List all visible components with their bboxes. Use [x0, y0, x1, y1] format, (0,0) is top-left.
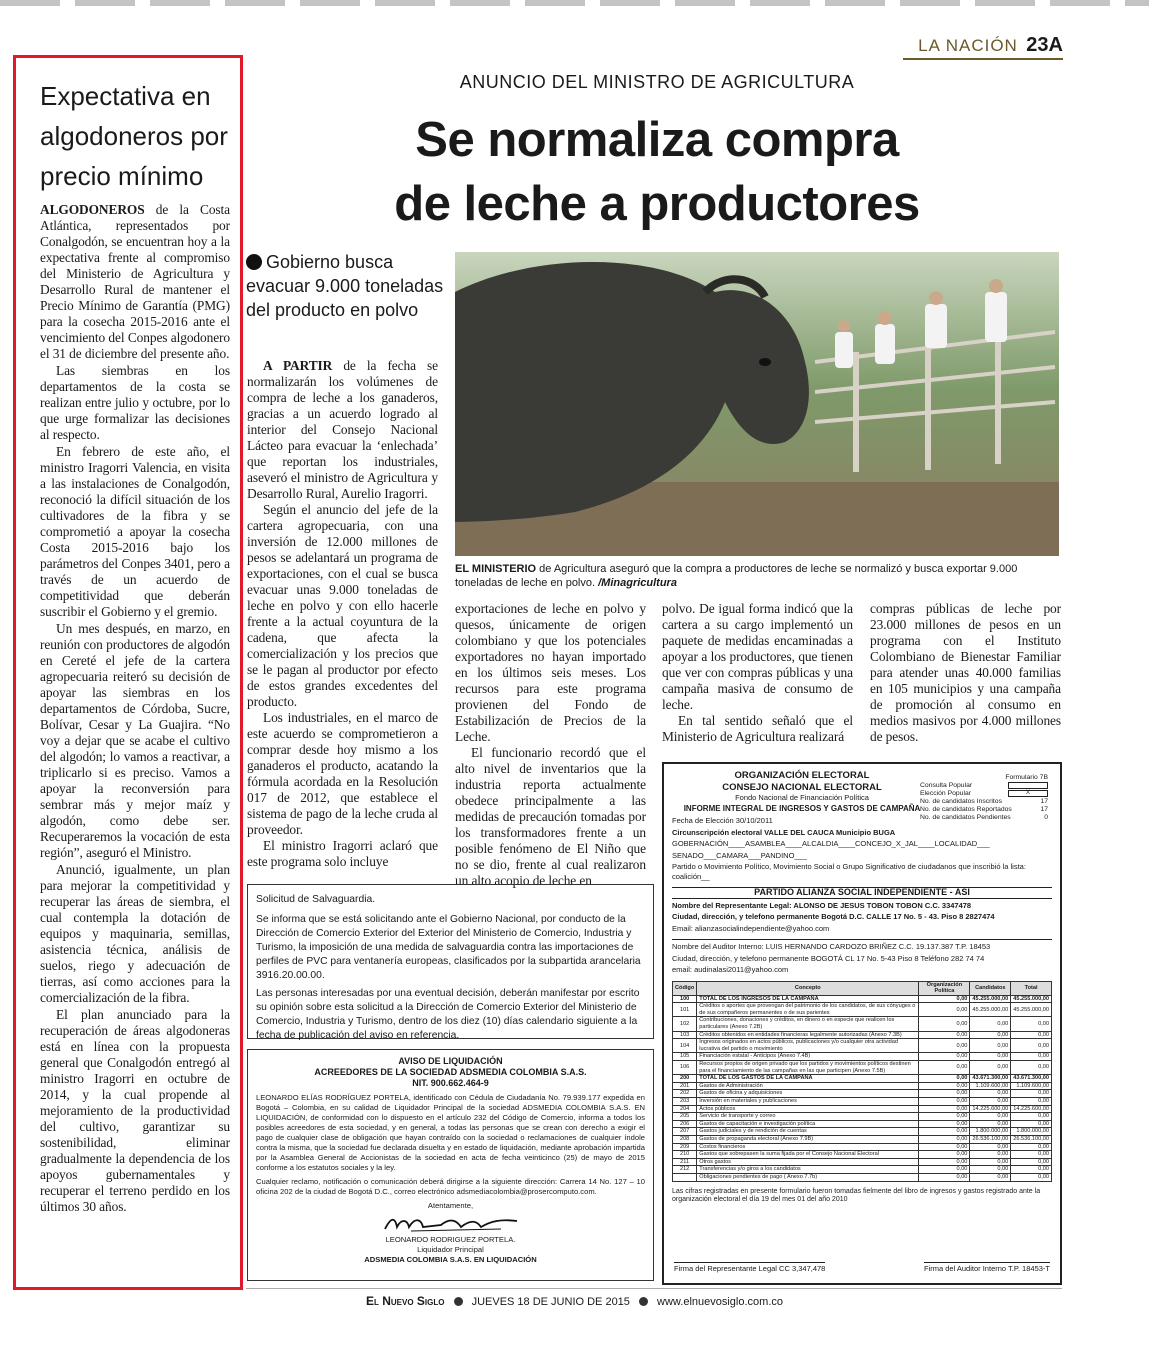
table-row	[673, 1017, 1052, 1031]
table-cell: 0,00	[970, 1120, 1011, 1128]
article-headline	[252, 108, 1062, 236]
table-cell: 1.109.600,00	[970, 1082, 1011, 1090]
table-cell: 0,00	[970, 1166, 1011, 1174]
table-cell: Créditos o aportes que provengan del patrimonio de los candidatos, de sus cónyuges o de sus compañeros permanentes o de sus parientes	[697, 1003, 919, 1017]
table-cell: 0,00	[919, 1039, 970, 1053]
table-row	[673, 1128, 1052, 1136]
table-cell: 200	[673, 1075, 697, 1083]
table-cell: 0,00	[1011, 1053, 1052, 1061]
footer-url: www.elnuevosiglo.com.co	[657, 1296, 783, 1308]
table-cell: 0,00	[1011, 1017, 1052, 1031]
liquidation-body: LEONARDO ELÍAS RODRÍGUEZ PORTELA, identificado con Cédula de Ciudadanía No. 79.939.177 expedida en Bogotá – Colombia, en su calidad de Liquidador Principal de la sociedad ADSMEDIA COLOMBIA S.A.S. EN LIQUIDACIÓN, de conformidad con lo dispuesto en el artículo 232 del Código de Comercio, informa a todos los posibles acreedores de esta sociedad, y en general, a todas las personas que se crean con derecho a exigir el pago de cualquier clase de obligación que hayan contraído con la sociedad o reclamaciones de cualquier índole contra la misma, que la sociedad fue declarada disuelta y en estado de liquidación, mediante aprobación impartida por la Asamblea General de Accionistas de la sociedad en acta de fecha veinticinco (25) de mayo de 2015 conforme a los estatutos sociales y la ley.	[256, 1093, 645, 1172]
table-cell: TOTAL DE LOS GASTOS DE LA CAMPAÑA	[697, 1075, 919, 1083]
table-header-row	[673, 981, 1052, 995]
table-row	[673, 1120, 1052, 1128]
form-subtitle: INFORME INTEGRAL DE INGRESOS Y GASTOS DE CAMPAÑA	[683, 803, 921, 813]
table-cell: 0,00	[1011, 1120, 1052, 1128]
form-field: Nombre del Representante Legal: ALONSO DE JESUS TOBON TOBON C.C. 3347478	[672, 900, 972, 910]
table-row	[673, 1053, 1052, 1061]
table-row	[673, 1158, 1052, 1166]
checkbox	[1008, 782, 1048, 789]
signature-image	[381, 1213, 521, 1235]
section-name: LA NACIÓN	[918, 36, 1018, 55]
table-cell: 0,00	[919, 1120, 970, 1128]
table-cell: 0,00	[919, 1053, 970, 1061]
table-cell: 212	[673, 1166, 697, 1174]
table-cell: 0,00	[1011, 1090, 1052, 1098]
notice-title: Solicitud de Salvaguardia.	[256, 894, 376, 905]
table-cell: 43.671.300,00	[970, 1075, 1011, 1083]
sidebar-paragraph: En febrero de este año, el ministro Iragorri Valencia, en visita a las instalaciones de Conalgodón, reconoció la difícil situación de los cultivadores de la fibra y se comprometió a apoyar la cosecha Costa 2015-2016 bajo los parámetros del Conpes 3401, pero a través de un acuerdo de competitividad que deberán suscribir el Gobierno y el gremio.	[40, 444, 230, 619]
form-title: CONSEJO NACIONAL ELECTORAL	[722, 781, 882, 793]
table-cell: 0,00	[1011, 1039, 1052, 1053]
table-row	[673, 1031, 1052, 1039]
table-row	[673, 1143, 1052, 1151]
table-cell: Gastos judiciales y de rendición de cuentas	[697, 1128, 919, 1136]
table-cell: 0,00	[970, 1143, 1011, 1151]
article-paragraph: En tal sentido señaló que el Ministerio de Agricultura realizará	[662, 713, 853, 744]
table-cell: 0,00	[919, 1003, 970, 1017]
table-cell: 0,00	[919, 1075, 970, 1083]
table-cell: 0,00	[1011, 1173, 1052, 1181]
liquidation-nit: NIT. 900.662.464-9	[412, 1078, 489, 1088]
column-header: Organización Política	[919, 981, 970, 995]
notice-paragraph: Se informa que se está solicitando ante el Gobierno Nacional, por conducto de la Dirección de Comercio Exterior del Exterior del Ministerio de Comercio, Industria y Turismo, la imposición de una medida de salvaguardia contra las importaciones de perfiles de PVC para ventanería europeas, clasificados por la subpartida arancelaria 3916.20.00.00.	[256, 914, 641, 981]
table-cell: 0,00	[919, 1017, 970, 1031]
article-paragraph: A PARTIR de la fecha se normalizarán los volúmenes de compra de leche a los ganaderos, gracias a un acuerdo logrado al interior del Consejo Nacional Lácteo para evacuar la ‘enlechada’ que reportan los industriales, aseveró el ministro de Agricultura y Desarrollo Rural, Aurelio Iragorri.	[247, 358, 438, 501]
table-cell: 0,00	[970, 1017, 1011, 1031]
table-cell: 0,00	[1011, 1113, 1052, 1121]
liquidation-title: AVISO DE LIQUIDACIÓN	[398, 1056, 503, 1066]
table-cell	[673, 1173, 697, 1181]
article-column	[247, 358, 438, 870]
sidebar-lead-word: ALGODONEROS	[40, 202, 145, 217]
form-signatures	[674, 1262, 1050, 1274]
photo-caption: EL MINISTERIO de Agricultura aseguró que la compra a productores de leche se normalizó y busca exportar 9.000 toneladas de leche en polvo. /Minagricultura	[455, 563, 1018, 589]
article-paragraph: exportaciones de leche en polvo y quesos, únicamente de origen colombiano y que los potenciales exportadores no hayan importado en los últimos seis meses. Los recursos para este programa provienen del Fondo de Estabilización de Precios de la Leche.	[455, 601, 646, 744]
table-cell: 1.800.000,00	[1011, 1128, 1052, 1136]
table-cell: Recursos propios de origen privado que los partidos y movimientos políticos destinen para el financiamiento de las campañas en las que participen (Anexo 7.5B)	[697, 1061, 919, 1075]
table-cell: 0,00	[970, 1053, 1011, 1061]
table-cell: 0,00	[970, 1151, 1011, 1159]
article-paragraph: Los industriales, en el marco de este acuerdo se comprometieron a comprar desde hoy mismo a los ganaderos el producto, acatando la fórmula acordada en la Resolución 017 de 2012, que establece el sistema de pago de la leche cruda al proveedor.	[247, 710, 438, 837]
table-cell: TOTAL DE LOS INGRESOS DE LA CAMPAÑA	[697, 995, 919, 1003]
article-column	[870, 601, 1061, 745]
table-cell: 0,00	[970, 1098, 1011, 1106]
table-cell: Actos públicos	[697, 1105, 919, 1113]
form-field: email: audinalasi2011@yahoo.com	[672, 965, 789, 974]
table-cell: 0,00	[1011, 1143, 1052, 1151]
form-meta: Formulario 7B Consulta Popular Elección Popular X No. de candidatos Inscritos 17 No. de candidatos Reportados 17 No. de candidatos Pendientes 0	[920, 774, 1048, 821]
finance-table	[672, 981, 1052, 1182]
column-header: Total	[1011, 981, 1052, 995]
table-cell: 209	[673, 1143, 697, 1151]
liquidation-body: Cualquier reclamo, notificación o comunicación deberá dirigirse a la siguiente dirección: Carrera 14 No. 127 – 10 oficina 202 de la ciudad de Bogotá D.C., correo electrónico adsmediacolombia@prosercomputo.com.	[256, 1177, 645, 1196]
article-lead: Gobierno busca evacuar 9.000 toneladas del producto en polvo	[246, 252, 444, 320]
article-paragraph: Según el anuncio del jefe de la cartera agropecuaria, con una inversión de 12.000 millones de pesos se adelantará un programa de exportaciones, con el cual se busca evacuar unas 9.000 toneladas de leche en polvo y con ello hacerle frente a la actual coyuntura de la cadena, que afecta la comercialización y los precios que se le pagan al productor por efecto de estos grandes excedentes del producto.	[247, 502, 438, 709]
article-paragraph: compras públicas de leche por 23.000 millones de pesos en un programa con el Instituto Colombiano de Bienestar Familiar para atender unas 40.000 familias en 105 municipios y una campaña de promoción al consumo en medios masivos por 4.000 millones de pesos.	[870, 601, 1061, 744]
table-cell: 103	[673, 1031, 697, 1039]
article-photo	[455, 252, 1059, 556]
headline-line: Se normaliza compra	[415, 113, 899, 167]
table-row	[673, 1105, 1052, 1113]
column-header: Código	[673, 981, 697, 995]
table-cell: Gastos de propaganda electoral (Anexo 7.9B)	[697, 1135, 919, 1143]
table-cell: 0,00	[1011, 1031, 1052, 1039]
section-header	[918, 34, 1063, 57]
form-field: Fecha de Elección 30/10/2011	[672, 816, 773, 825]
table-cell: 0,00	[970, 1039, 1011, 1053]
table-cell: 0,00	[919, 1061, 970, 1075]
table-cell: 0,00	[919, 1113, 970, 1121]
table-cell: 0,00	[919, 995, 970, 1003]
notice-paragraph: Las personas interesadas por una eventual decisión, deberán manifestar por escrito su opinión sobre esta solicitud a la Dirección de Comercio Exterior del Ministerio de Comercio, Industria y Turismo, dentro de los diez (10) días calendario siguiente a la fecha de publicación del aviso en referencia.	[256, 988, 640, 1041]
table-cell: Gastos de Administración	[697, 1082, 919, 1090]
table-cell: 207	[673, 1128, 697, 1136]
checkbox-checked: X	[1008, 790, 1048, 797]
table-cell: 105	[673, 1053, 697, 1061]
table-row	[673, 995, 1052, 1003]
table-cell: 26.536.100,00	[1011, 1135, 1052, 1143]
page-number: 23A	[1026, 34, 1063, 56]
sidebar-paragraph: El plan anunciado para la recuperación de áreas algodoneras está en línea con la propuesta general que Conalgodón entregó al ministro Iragorri en octubre de 2014, y la cual propende al mejoramiento de la productividad del cultivo, garantizar su sostenibilidad, eliminar gradualmente la dependencia de los apoyos gubernamentales y recuperar el terreno perdido en los últimos 30 años.	[40, 1007, 230, 1214]
table-cell: 0,00	[919, 1173, 970, 1181]
sidebar-title: Expectativa en algodoneros por precio mínimo	[40, 81, 228, 191]
table-cell: 0,00	[970, 1113, 1011, 1121]
article-paragraph: El ministro Iragorri aclaró que este programa solo incluye	[247, 838, 438, 869]
table-cell: 0,00	[970, 1158, 1011, 1166]
table-cell: 14.225.600,00	[1011, 1105, 1052, 1113]
table-cell: 104	[673, 1039, 697, 1053]
table-cell: 0,00	[919, 1143, 970, 1151]
form-field: Nombre del Auditor Interno: LUIS HERNANDO CARDOZO BRIÑEZ C.C. 19.137.387 T.P. 18453	[672, 939, 1052, 952]
table-row	[673, 1039, 1052, 1053]
table-cell: 1.109.600,00	[1011, 1082, 1052, 1090]
table-cell: 0,00	[919, 1128, 970, 1136]
liquidation-signer: LEONARDO RODRIGUEZ PORTELA.	[385, 1235, 516, 1244]
table-cell: Otros gastos	[697, 1158, 919, 1166]
table-cell: 0,00	[919, 1158, 970, 1166]
table-cell: Obligaciones pendientes de pago ( Anexo 7.7b)	[697, 1173, 919, 1181]
headline-line: de leche a productores	[394, 177, 920, 231]
table-cell: Inversión en materiales y publicaciones	[697, 1098, 919, 1106]
form-field: Ciudad, dirección, y telefono permanente BOGOTÁ CL 17 No. 5-43 Piso 8 Teléfono 282 74 74	[672, 953, 985, 963]
form-party: PARTIDO ALIANZA SOCIAL INDEPENDIENTE - ASI	[672, 887, 1052, 899]
form-subtitle: Fondo Nacional de Financiación Política	[735, 793, 869, 802]
column-header: Concepto	[697, 981, 919, 995]
article-column	[455, 601, 646, 889]
table-cell: 0,00	[970, 1173, 1011, 1181]
table-cell: Costos financieros	[697, 1143, 919, 1151]
safeguard-notice	[247, 884, 654, 1039]
table-cell: 205	[673, 1113, 697, 1121]
form-field: Email: alianzasocialindependiente@yahoo.com	[672, 923, 830, 933]
table-cell: 100	[673, 995, 697, 1003]
sidebar-article	[13, 55, 243, 1290]
table-cell: 201	[673, 1082, 697, 1090]
sidebar-paragraph: Un mes después, en marzo, en reunión con productores de algodón en Cereté el jefe de la cartera agropecuaria reiteró su decisión de apoyar las siembras en los departamentos de Córdoba, Sucre, Bolívar, Cesar y La Guajira. “No voy a dejar que se acabe el cultivo del algodón; lo vamos a reactivar, a triplicarlo si es preciso. Vamos a apoyar la reconversión para sembrar más y mejor maíz y algodón, como debe ser. Recuperaremos la vocación de esta región”, aseguró el Ministro.	[40, 621, 230, 860]
table-cell: 0,00	[919, 1090, 970, 1098]
table-cell: 0,00	[970, 1031, 1011, 1039]
table-row	[673, 1003, 1052, 1017]
table-row	[673, 1151, 1052, 1159]
table-cell: 0,00	[1011, 1166, 1052, 1174]
footer-rule	[246, 1288, 1062, 1289]
table-cell: 0,00	[919, 1105, 970, 1113]
table-cell: 0,00	[1011, 1158, 1052, 1166]
article-paragraph: polvo. De igual forma indicó que la cartera a su cargo implementó un paquete de medidas encaminadas a apoyar a los productores, que tienen que ver con compras públicas y una campaña masiva de consumo de leche.	[662, 601, 853, 712]
table-row	[673, 1082, 1052, 1090]
sidebar-paragraph: Anunció, igualmente, un plan para mejorar la competitividad y recuperar las áreas de siembra, el cual contempla la dotación de equipos y maquinaria, semillas, asistencia técnica, análisis de suelos, riego y adecuación de tierras, así como acciones para la comercialización de la fibra.	[40, 862, 230, 1005]
table-cell: 0,00	[1011, 1061, 1052, 1075]
table-cell: 45.255.000,00	[970, 1003, 1011, 1017]
electoral-form	[662, 762, 1062, 1285]
table-cell: Gastos que sobrepasen la suma fijada por el Consejo Nacional Electoral	[697, 1151, 919, 1159]
table-cell: Financiación estatal - Anticipos (Anexo 7.4B)	[697, 1053, 919, 1061]
bullet-icon	[454, 1297, 463, 1306]
table-cell: Créditos obtenidos en entidades financieras legalmente autorizadas (Anexo 7.3B)	[697, 1031, 919, 1039]
table-cell: 0,00	[919, 1098, 970, 1106]
table-row	[673, 1135, 1052, 1143]
table-cell: Gastos de capacitación e investigación política	[697, 1120, 919, 1128]
table-cell: Servicio de transporte y correo	[697, 1113, 919, 1121]
footer-date: JUEVES 18 DE JUNIO DE 2015	[471, 1296, 630, 1308]
liquidation-role: Liquidador Principal	[417, 1245, 484, 1254]
article-column	[662, 601, 853, 745]
table-row	[673, 1075, 1052, 1083]
table-cell: 26.536.100,00	[970, 1135, 1011, 1143]
table-cell: 206	[673, 1120, 697, 1128]
form-field: Ciudad, dirección, y telefono permanente Bogotá D.C. CALLE 17 No. 5 - 43. Piso 8 2827474	[672, 912, 995, 921]
table-cell: 0,00	[1011, 1098, 1052, 1106]
sidebar-paragraph: ALGODONEROS de la Costa Atlántica, representados por Conalgodón, se encuentran hoy a la expectativa frente al compromiso del Ministerio de Agricultura y Desarrollo Rural de mantener el Precio Mínimo de Garantía (PMG) para la cosecha 2015-2016 ante el vencimiento del Conpes algodonero el 31 de diciembre del presente año.	[40, 202, 230, 361]
liquidation-closing: Atentamente,	[427, 1201, 474, 1210]
table-cell: 210	[673, 1151, 697, 1159]
form-title: ORGANIZACIÓN ELECTORAL	[734, 770, 870, 781]
table-cell: 204	[673, 1105, 697, 1113]
table-cell: 0,00	[970, 1090, 1011, 1098]
table-cell: Transferencias y/o giros a los candidatos	[697, 1166, 919, 1174]
table-cell: 106	[673, 1061, 697, 1075]
table-row	[673, 1166, 1052, 1174]
article-kicker: ANUNCIO DEL MINISTRO DE AGRICULTURA	[459, 72, 855, 92]
table-row	[673, 1113, 1052, 1121]
table-cell: 0,00	[919, 1135, 970, 1143]
table-row	[673, 1098, 1052, 1106]
article-paragraph: El funcionario recordó que el alto nivel de inventarios que la industria reporta actualmente obedece principalmente a las medidas de precaución tomadas por los transformadores frente a un posible fenómeno de El Niño que no se dio, frente al cual realizaron un alto acopio de leche en	[455, 745, 646, 888]
table-cell: 0,00	[970, 1061, 1011, 1075]
table-row	[673, 1061, 1052, 1075]
table-cell: 101	[673, 1003, 697, 1017]
liquidation-subtitle: ACREEDORES DE LA SOCIEDAD ADSMEDIA COLOMBIA S.A.S.	[314, 1067, 587, 1077]
column-header: Candidatos	[970, 981, 1011, 995]
table-cell: 14.225.600,00	[970, 1105, 1011, 1113]
table-cell: 0,00	[1011, 1151, 1052, 1159]
header-rule	[903, 58, 1063, 60]
table-cell: 211	[673, 1158, 697, 1166]
table-cell: 1.800.000,00	[970, 1128, 1011, 1136]
table-cell: 202	[673, 1090, 697, 1098]
table-cell: 0,00	[919, 1031, 970, 1039]
table-cell: 203	[673, 1098, 697, 1106]
table-cell: 45.255.000,00	[1011, 1003, 1052, 1017]
table-cell: 0,00	[919, 1151, 970, 1159]
table-cell: 45.255.000,00	[970, 995, 1011, 1003]
liquidation-company: ADSMEDIA COLOMBIA S.A.S. EN LIQUIDACIÓN	[364, 1255, 537, 1264]
table-row	[673, 1173, 1052, 1181]
table-cell: 208	[673, 1135, 697, 1143]
form-field: Circunscripción electoral VALLE DEL CAUCA Municipio BUGA	[672, 827, 896, 837]
table-cell: Contribuciones, donaciones y créditos, en dinero o en especie que realicen los particulares (Anexo 7.2B)	[697, 1017, 919, 1031]
sidebar-paragraph: Las siembras en los departamentos de la costa se realizan entre julio y octubre, por lo que urge formalizar las decisiones al respecto.	[40, 363, 230, 442]
top-rule	[0, 0, 1149, 6]
signature-line: Firma del Representante Legal CC 3,347,478	[674, 1263, 826, 1273]
form-note: Las cifras registradas en presente formulario fueron tomadas fielmente del libro de ingresos y gastos registrado ante la organización electoral el día 19 del mes 01 del año 2010	[672, 1187, 1041, 1204]
form-field: Partido o Movimiento Político, Movimiento Social o Grupo Significativo de ciudadanos que inscribió la lista: coalición__	[672, 862, 1026, 881]
table-row	[673, 1090, 1052, 1098]
form-field: SENADO___CAMARA___PANDINO___	[672, 850, 807, 860]
table-cell: 102	[673, 1017, 697, 1031]
footer-brand: El Nuevo Siglo	[365, 1294, 445, 1308]
table-cell: 43.671.300,00	[1011, 1075, 1052, 1083]
table-cell: 45.255.000,00	[1011, 995, 1052, 1003]
liquidation-notice	[247, 1049, 654, 1281]
page-footer	[0, 1294, 1149, 1308]
table-cell: 0,00	[919, 1082, 970, 1090]
bullet-icon	[639, 1297, 648, 1306]
bull-photo-illustration	[455, 252, 1059, 556]
table-cell: Gastos de oficina y adquisiciones	[697, 1090, 919, 1098]
bullet-icon	[246, 254, 262, 270]
table-cell: Ingresos originados en actos públicos, publicaciones y/o cualquier otra actividad lucrativa del partido o movimiento	[697, 1039, 919, 1053]
signature-line: Firma del Auditor Interno T.P. 18453-T	[923, 1263, 1050, 1273]
table-cell: 0,00	[919, 1166, 970, 1174]
form-field: GOBERNACIÓN____ASAMBLEA____ALCALDIA____CONCEJO_X_JAL____LOCALIDAD___	[672, 839, 990, 848]
